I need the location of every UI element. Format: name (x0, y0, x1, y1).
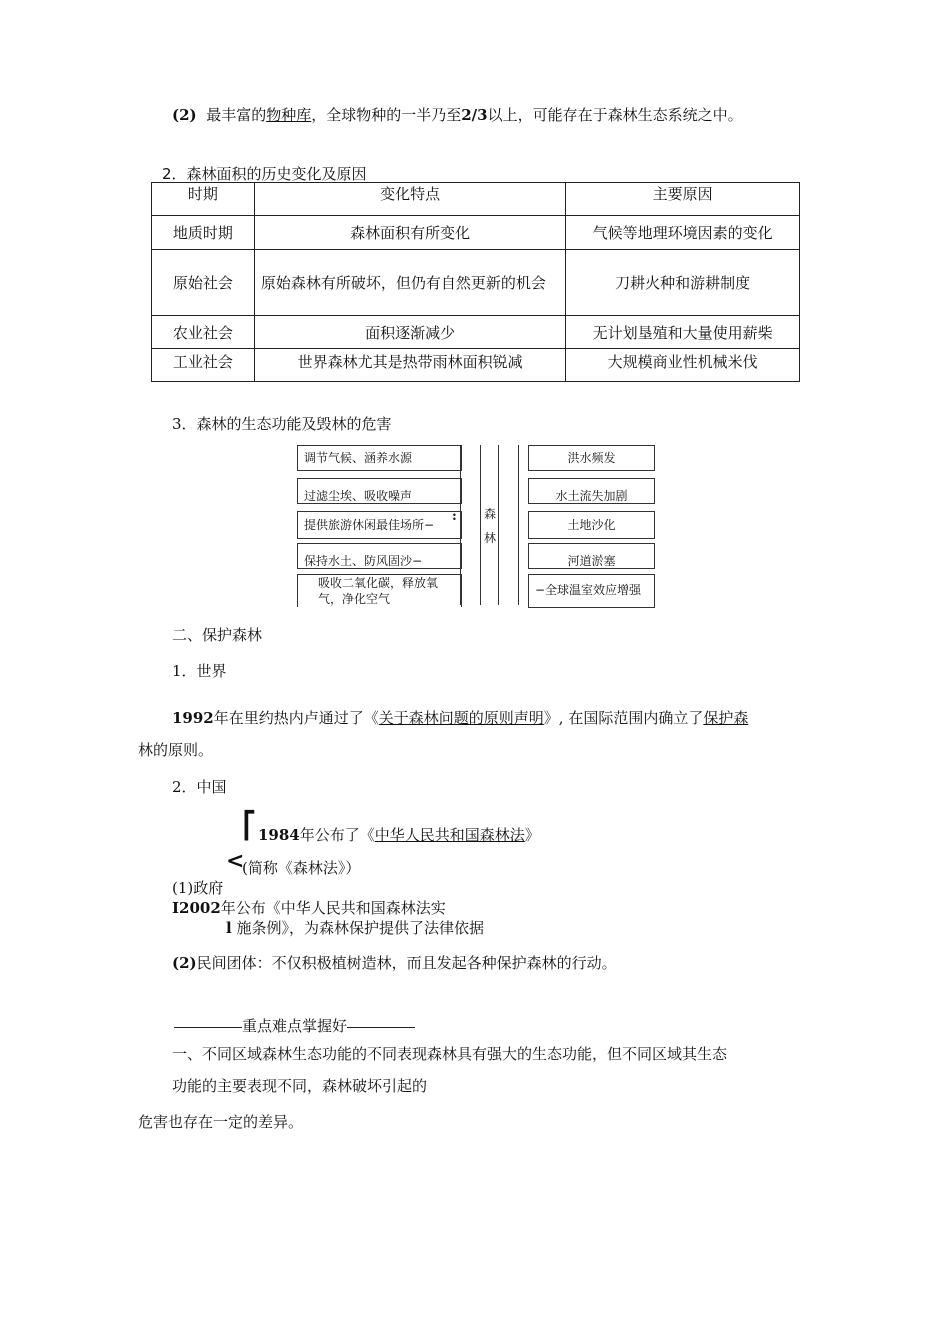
bracket-line (460, 445, 461, 605)
world-paragraph-cont: 林的原则。 (138, 741, 214, 759)
harm-box: 水土流失加剧 (528, 478, 655, 504)
bar-mark: l (226, 919, 232, 937)
china-law-abbrev: (简称《森林法》） (242, 859, 361, 877)
item-number: (2) (172, 106, 197, 124)
table-cell: 刀耕火种和游耕制度 (566, 250, 800, 316)
world-paragraph (172, 707, 748, 728)
text-segment: 年公布了《 (299, 826, 375, 844)
text-segment: 》, 在国际范围内确立了 (543, 709, 704, 727)
item-number: (2) (172, 954, 197, 972)
header-cell: 主要原因 (566, 183, 800, 216)
government-label: (1)政府 (172, 879, 224, 897)
table-cell: 原始社会 (152, 250, 255, 316)
forest-label: 林 (484, 531, 497, 545)
china-law-1984 (258, 824, 540, 845)
table-row (152, 349, 800, 382)
part-title: 二、保护森林 (172, 626, 263, 644)
section-title: 1．世界 (172, 662, 227, 680)
colon-mark: : (452, 509, 457, 524)
civil-groups-line (172, 952, 617, 973)
bracket-line (498, 445, 499, 605)
divider (174, 1027, 242, 1028)
angle-mark: < (226, 848, 245, 874)
key-heading-text: 重点难点掌握好 (242, 1017, 348, 1035)
year-text: I2002 (172, 899, 221, 917)
table-cell: 面积逐渐减少 (254, 316, 566, 349)
table-cell: 森林面积有所变化 (254, 216, 566, 250)
section-title: 2．中国 (172, 778, 227, 796)
table-row (152, 250, 800, 316)
table-cell: 工业社会 (152, 349, 255, 382)
function-box: 提供旅游休闲最佳场所− (297, 511, 462, 539)
year-text: 1984 (258, 826, 300, 844)
bracket-line (518, 445, 519, 605)
declaration-link[interactable]: 关于森林问题的原则声明 (378, 709, 544, 727)
harm-box: −全球温室效应增强 (528, 574, 655, 608)
header-cell: 时期 (152, 183, 255, 216)
body-paragraph: 功能的主要表现不同，森林破坏引起的 (172, 1077, 428, 1095)
forest-history-table (151, 182, 800, 382)
china-law-2002-cont (226, 917, 484, 938)
key-points-heading (174, 1015, 415, 1036)
bracket-mark: ⎡ (243, 811, 256, 841)
section-title: 3．森林的生态功能及毁林的危害 (172, 415, 392, 433)
function-box: 保持水土、防风固沙− (297, 543, 462, 569)
text-segment: 民间团体：不仅积极植树造林，而且发起各种保护森林的行动。 (196, 954, 617, 972)
harm-box: 土地沙化 (528, 511, 655, 539)
header-cell: 变化特点 (254, 183, 566, 216)
table-cell: 世界森林尤其是热带雨林面积锐减 (254, 349, 566, 382)
text-segment: ，全球物种的一半乃至 (311, 106, 462, 124)
table-cell: 原始森林有所破坏，但仍有自然更新的机会 (254, 250, 566, 316)
harm-box: 洪水频发 (528, 445, 655, 471)
table-cell: 无计划垦殖和大量使用薪柴 (566, 316, 800, 349)
text-segment: 施条例》，为森林保护提供了法律依据 (236, 919, 484, 937)
china-law-2002 (172, 897, 446, 918)
bracket-line (480, 445, 481, 605)
text-segment: 》 (524, 826, 540, 844)
text-segment: 年在里约热内卢通过了《 (213, 709, 379, 727)
table-cell: 地质时期 (152, 216, 255, 250)
species-line (172, 104, 743, 125)
harm-box: 河道淤塞 (528, 543, 655, 569)
body-paragraph: 危害也存在一定的差异。 (138, 1113, 304, 1131)
forest-label: 森 (484, 507, 497, 521)
protect-forest-link[interactable]: 保护森 (703, 709, 749, 727)
species-library-link[interactable]: 物种库 (266, 106, 312, 124)
table-cell: 农业社会 (152, 316, 255, 349)
section-title: 2．森林面积的历史变化及原因 (162, 165, 367, 183)
table-cell: 气候等地理环境因素的变化 (566, 216, 800, 250)
function-box: 吸收二氧化碳，释放氧气，净化空气 (297, 574, 462, 607)
table-cell: 大规模商业性机械米伐 (566, 349, 800, 382)
divider (347, 1027, 415, 1028)
body-paragraph: 一、不同区域森林生态功能的不同表现森林具有强大的生态功能，但不同区域其生态 (172, 1045, 728, 1063)
text-segment: 年公布《中华人民共和国森林法实 (220, 899, 446, 917)
table-header-row (152, 183, 800, 216)
text-segment: 最丰富的 (206, 106, 267, 124)
text-segment: 以上，可能存在于森林生态系统之中。 (487, 106, 743, 124)
year-text: 1992 (172, 709, 214, 727)
table-row (152, 316, 800, 349)
function-box: 过滤尘埃、吸收噪声 (297, 478, 462, 504)
forest-law-link[interactable]: 中华人民共和国森林法 (374, 826, 525, 844)
table-row (152, 216, 800, 250)
function-box: 调节气候、涵养水源 (297, 445, 462, 471)
fraction-text: 2/3 (461, 106, 488, 124)
